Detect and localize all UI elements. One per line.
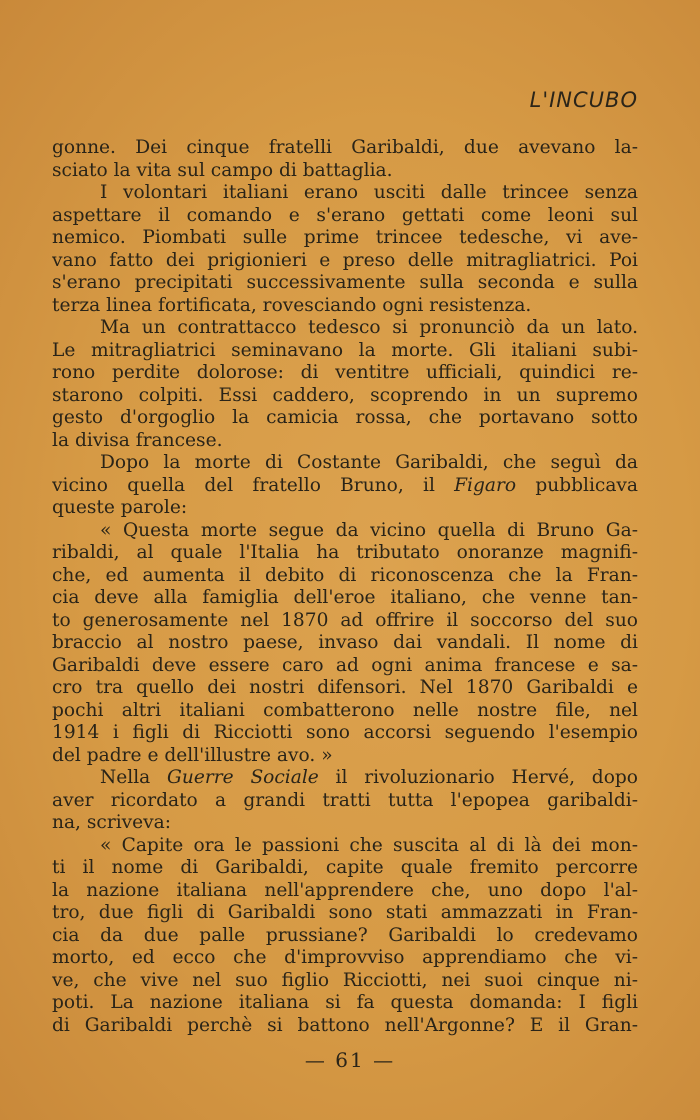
line-text: rono perdite dolorose: di ventitre ufficiali, quindici re-: [52, 362, 638, 383]
running-head: L'INCUBO: [529, 88, 638, 112]
line-text: del padre e dell'illustre avo. »: [52, 744, 333, 766]
text-line: [52, 520, 638, 543]
text-line: [52, 745, 638, 768]
line-text: aver ricordato a grandi tratti tutta l'epopea garibaldi-: [52, 789, 638, 811]
line-text: cia deve alla famiglia dell'eroe italiano, che venne tan-: [52, 587, 638, 608]
line-text: ti il nome di Garibaldi, capite quale fremito percorre: [52, 857, 638, 878]
line-text: gesto d'orgoglio la camicia rossa, che portavano sotto: [52, 407, 638, 428]
text-line: [52, 655, 638, 678]
line-text: queste parole:: [52, 497, 188, 518]
body-text: [52, 137, 638, 1037]
text-line: [52, 790, 638, 813]
line-text: 1914 i figli di Ricciotti sono accorsi seguendo l'esempio: [52, 722, 638, 743]
text-line: [52, 227, 638, 250]
line-text: tro, due figli di Garibaldi sono stati ammazzati in Fran-: [52, 902, 638, 923]
text-line: [52, 182, 638, 205]
text-line: [52, 947, 638, 970]
text-line: [52, 340, 638, 363]
line-text: vicino quella del fratello Bruno, il: [52, 474, 455, 496]
line-text: I volontari italiani erano usciti dalle trincee senza: [100, 182, 638, 203]
text-line: [52, 857, 638, 880]
line-text: ve, che vive nel suo figlio Ricciotti, nei suoi cinque ni-: [52, 969, 638, 991]
text-line: [52, 407, 638, 430]
text-line: [52, 587, 638, 610]
text-line: [52, 700, 638, 723]
text-line: [52, 205, 638, 228]
text-line: [52, 677, 638, 700]
text-line: [52, 835, 638, 858]
text-line: [52, 1015, 638, 1038]
line-text: Ma un contrattacco tedesco si pronunciò da un lato.: [100, 317, 638, 338]
italic-title: Guerre Sociale: [167, 767, 319, 788]
line-text: che, ed aumenta il debito di riconoscenza che la Fran-: [52, 564, 638, 586]
text-line: [52, 362, 638, 385]
text-line: [52, 295, 638, 318]
text-line: [52, 992, 638, 1015]
line-text: na, scriveva:: [52, 812, 172, 833]
line-text: vano fatto dei prigionieri e preso delle mitragliatrici. Poi: [52, 249, 638, 271]
text-line: [52, 475, 638, 498]
text-line: [52, 317, 638, 340]
line-text: Garibaldi deve essere caro ad ogni anima francese e sa-: [52, 654, 638, 676]
text-line: [52, 767, 638, 790]
text-line: [52, 542, 638, 565]
line-text: sciato la vita sul campo di battaglia.: [52, 159, 393, 181]
text-line: [52, 722, 638, 745]
line-text: morto, ed ecco che d'improvviso apprendiamo che vi-: [52, 947, 638, 968]
line-text: gonne. Dei cinque fratelli Garibaldi, due avevano la-: [52, 137, 638, 158]
text-line: [52, 497, 638, 520]
text-line: [52, 430, 638, 453]
line-text: ribaldi, al quale l'Italia ha tributato onoranze magnifi-: [52, 542, 638, 563]
line-text: « Capite ora le passioni che suscita al di là dei mon-: [100, 834, 638, 856]
text-line: [52, 880, 638, 903]
text-line: [52, 137, 638, 160]
text-line: [52, 610, 638, 633]
italic-title: Figaro: [454, 474, 517, 496]
text-line: [52, 272, 638, 295]
line-text-after: il rivoluzionario Hervé, dopo: [318, 767, 638, 788]
text-line: [52, 925, 638, 948]
line-text: pochi altri italiani combatterono nelle nostre file, nel: [52, 699, 638, 721]
line-text: terza linea fortificata, rovesciando ogni resistenza.: [52, 294, 532, 316]
text-line: [52, 385, 638, 408]
line-text: di Garibaldi perchè si battono nell'Argonne? E il Gran-: [52, 1014, 638, 1036]
line-text-after: pubblicava: [516, 474, 638, 496]
line-text: « Questa morte segue da vicino quella di Bruno Ga-: [100, 519, 638, 541]
line-text: starono colpiti. Essi caddero, scoprendo in un supremo: [52, 384, 638, 406]
page-number: — 61 —: [304, 1048, 396, 1072]
line-text: s'erano precipitati successivamente sulla seconda e sulla: [52, 272, 638, 293]
text-line: [52, 632, 638, 655]
line-text: nemico. Piombati sulle prime trincee tedesche, vi ave-: [52, 227, 638, 248]
text-line: [52, 970, 638, 993]
text-line: [52, 565, 638, 588]
line-text: braccio al nostro paese, invaso dai vandali. Il nome di: [52, 632, 638, 653]
line-text: to generosamente nel 1870 ad offrire il soccorso del suo: [52, 609, 638, 631]
line-text: aspettare il comando e s'erano gettati come leoni sul: [52, 204, 638, 226]
line-text: cro tra quello dei nostri difensori. Nel 1870 Garibaldi e: [52, 677, 638, 698]
text-line: [52, 250, 638, 273]
text-line: [52, 452, 638, 475]
line-text: la divisa francese.: [52, 429, 223, 451]
text-line: [52, 160, 638, 183]
line-text: cia da due palle prussiane? Garibaldi lo credevamo: [52, 924, 638, 946]
line-text: Le mitragliatrici seminavano la morte. Gli italiani subi-: [52, 339, 638, 361]
line-text: Dopo la morte di Costante Garibaldi, che seguì da: [100, 452, 638, 473]
line-text: poti. La nazione italiana si fa questa domanda: I figli: [52, 992, 638, 1013]
line-text: la nazione italiana nell'apprendere che, uno dopo l'al-: [52, 879, 638, 901]
text-line: [52, 902, 638, 925]
line-text: Nella: [100, 767, 168, 788]
text-line: [52, 812, 638, 835]
